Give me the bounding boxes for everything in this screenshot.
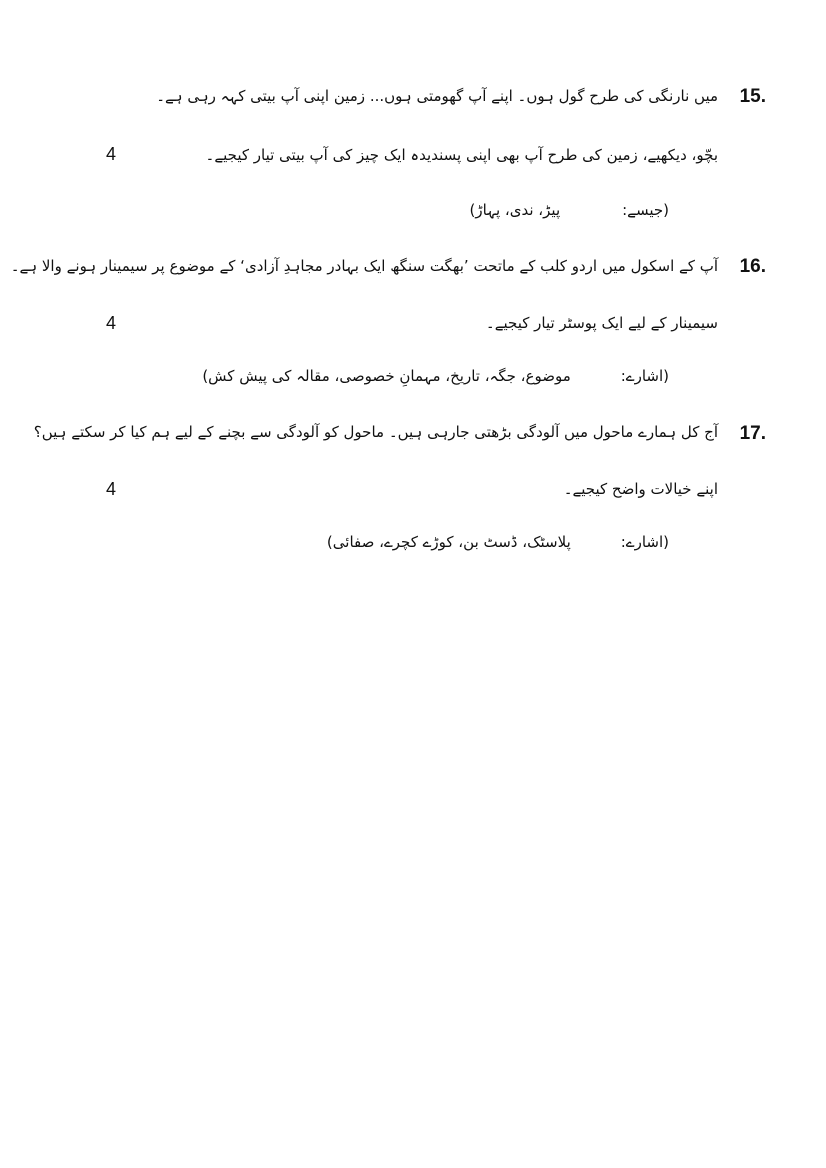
hint-row xyxy=(470,198,670,222)
hint-label: (جیسے: xyxy=(622,201,669,219)
question-number: 15. xyxy=(739,86,766,107)
hint-items: پیڑ، ندی، پہاڑ) xyxy=(469,201,561,219)
question-prompt: آپ کے اسکول میں اردو کلب کے ماتحت ’بھگت سنگھ ایک بہادر مجاہدِ آزادی‘ کے موضوع پر سیمینار ہونے والا ہے۔ xyxy=(10,257,718,275)
hint-items: پلاسٹک، ڈسٹ بن، کوڑے کچرے، صفائی) xyxy=(326,533,571,551)
hint-row xyxy=(327,530,669,554)
question-task: بچّو، دیکھیے، زمین کی طرح آپ بھی اپنی پسندیدہ ایک چیز کی آپ بیتی تیار کیجیے۔ xyxy=(205,146,718,164)
hint-label: (اشارے: xyxy=(620,533,669,551)
hint-label: (اشارے: xyxy=(620,367,669,385)
hint-items: موضوع، جگہ، تاریخ، مہمانِ خصوصی، مقالہ کی پیش کش) xyxy=(202,367,571,385)
question-number: 17. xyxy=(739,423,766,444)
marks: 4 xyxy=(106,313,117,333)
question-number: 16. xyxy=(739,256,766,277)
hint-row xyxy=(202,364,669,388)
question-task: سیمینار کے لیے ایک پوسٹر تیار کیجیے۔ xyxy=(485,314,718,332)
question-task: اپنے خیالات واضح کیجیے۔ xyxy=(563,480,718,498)
marks: 4 xyxy=(106,144,117,164)
marks: 4 xyxy=(106,479,117,499)
question-prompt: آج کل ہمارے ماحول میں آلودگی بڑھتی جارہی ہیں۔ ماحول کو آلودگی سے بچنے کے لیے ہم کیا کر سکتے ہیں؟ xyxy=(33,423,718,441)
question-prompt: میں نارنگی کی طرح گول ہوں۔ اپنے آپ گھومتی ہوں... زمین اپنی آپ بیتی کہہ رہی ہے۔ xyxy=(156,87,718,105)
